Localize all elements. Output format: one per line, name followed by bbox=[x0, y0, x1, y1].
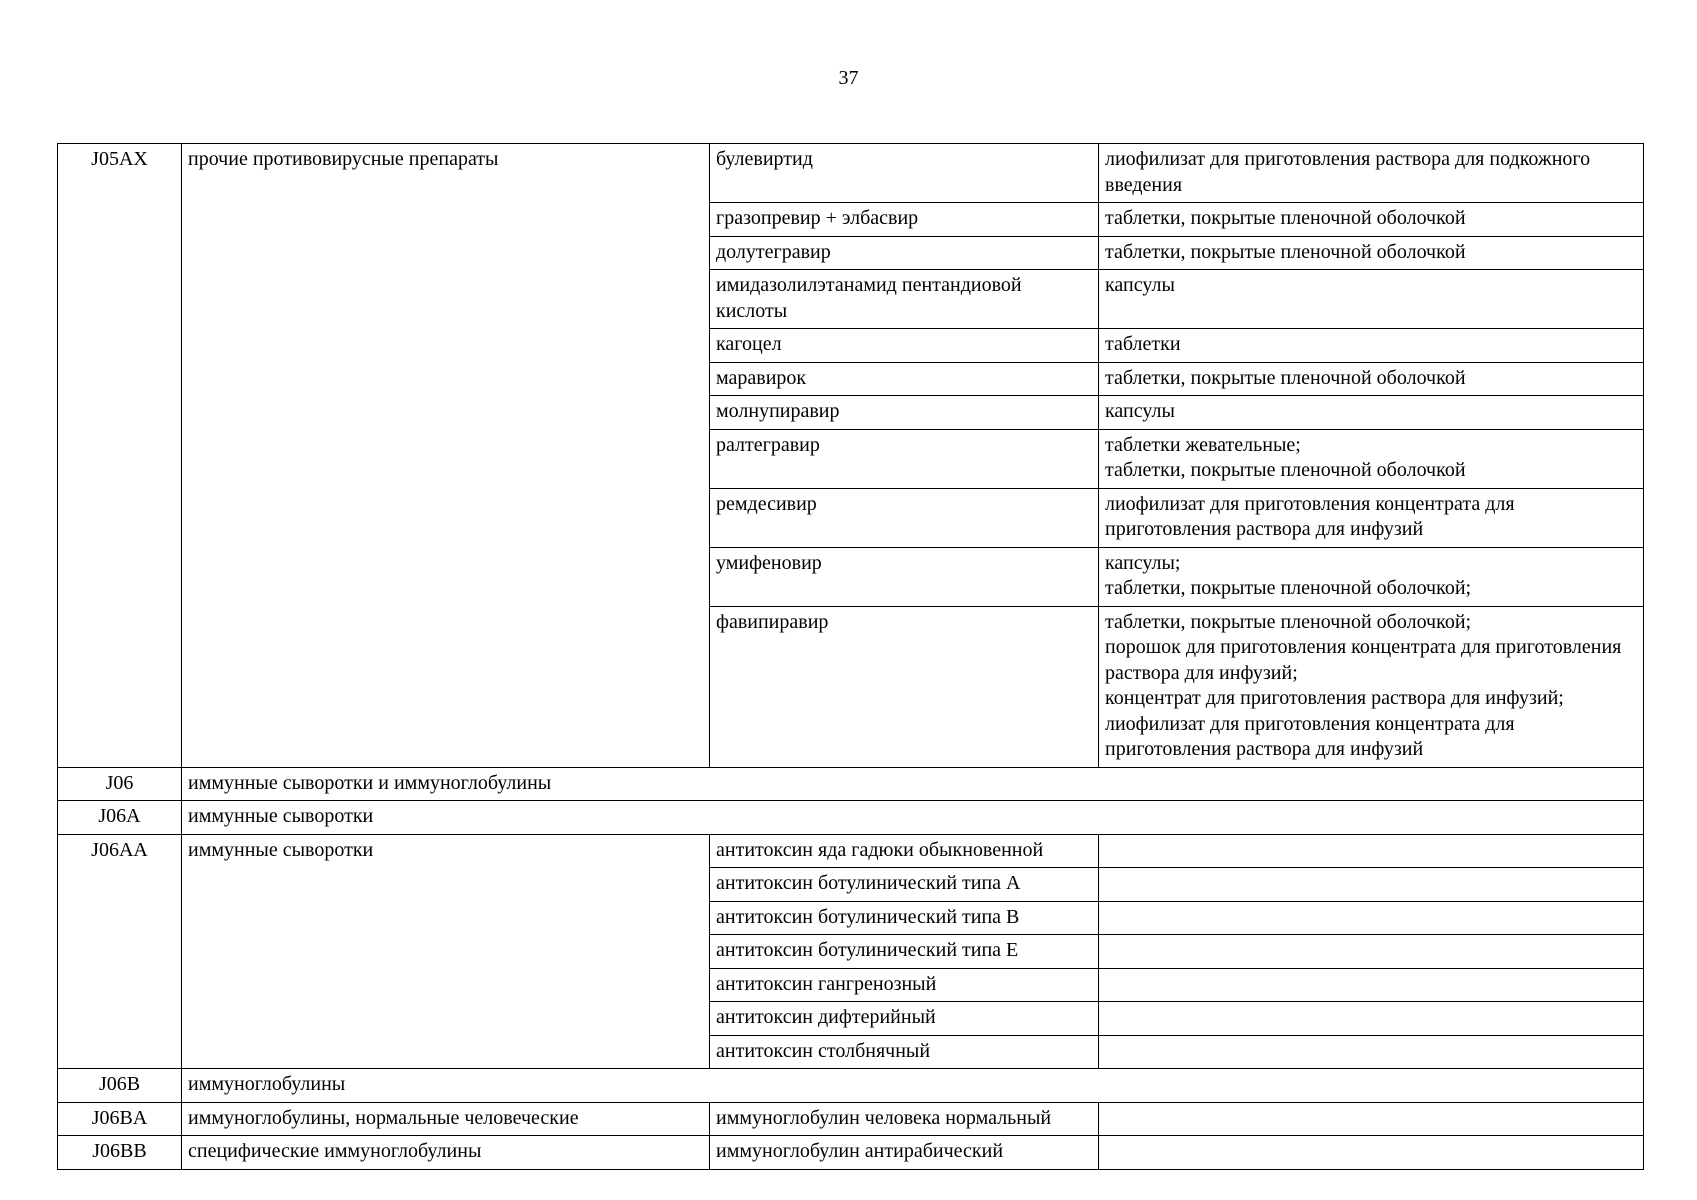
dosage-form-cell bbox=[1099, 236, 1644, 270]
dosage-form-line: порошок для приготовления концентрата для приготовления раствора для инфузий; bbox=[1105, 636, 1622, 684]
atc-group-cell: иммуноглобулины bbox=[182, 1069, 1644, 1103]
drug-name-cell: иммуноглобулин антирабический bbox=[710, 1136, 1099, 1170]
drug-name-cell: иммуноглобулин человека нормальный bbox=[710, 1102, 1099, 1136]
dosage-form-line: таблетки bbox=[1105, 333, 1181, 355]
dosage-form-line: таблетки, покрытые пленочной оболочкой bbox=[1105, 366, 1466, 389]
drug-name-cell: антитоксин ботулинический типа A bbox=[710, 868, 1099, 902]
dosage-form-cell bbox=[1099, 329, 1644, 363]
drug-name-cell: ралтегравир bbox=[710, 429, 1099, 488]
atc-code-cell: J06A bbox=[58, 801, 182, 835]
table-row bbox=[58, 1069, 1644, 1103]
atc-code-cell: J06 bbox=[58, 767, 182, 801]
dosage-form-line: лиофилизат для приготовления раствора для подкожного введения bbox=[1105, 148, 1591, 196]
dosage-form-cell bbox=[1099, 547, 1644, 606]
atc-group-cell: прочие противовирусные препараты bbox=[182, 144, 710, 768]
dosage-form-line: таблетки, покрытые пленочной оболочкой bbox=[1105, 240, 1466, 263]
dosage-form-cell bbox=[1099, 1035, 1644, 1069]
table-row bbox=[58, 1102, 1644, 1136]
atc-code-cell: J06BA bbox=[58, 1102, 182, 1136]
dosage-form-line: капсулы bbox=[1105, 274, 1175, 296]
dosage-form-line: таблетки, покрытые пленочной оболочкой bbox=[1105, 207, 1466, 229]
dosage-form-line: концентрат для приготовления раствора для инфузий; bbox=[1105, 687, 1564, 709]
drug-name-cell: имидазолилэтанамид пентандиовой кислоты bbox=[710, 270, 1099, 329]
dosage-form-cell bbox=[1099, 1102, 1644, 1136]
drug-name-cell: гразопревир + элбасвир bbox=[710, 203, 1099, 237]
atc-group-cell: иммунные сыворотки bbox=[182, 834, 710, 1069]
dosage-form-cell bbox=[1099, 203, 1644, 237]
dosage-form-line: таблетки, покрытые пленочной оболочкой bbox=[1105, 459, 1466, 481]
dosage-form-line: таблетки, покрытые пленочной оболочкой; bbox=[1105, 577, 1472, 599]
dosage-form-cell bbox=[1099, 396, 1644, 430]
dosage-form-line: лиофилизат для приготовления концентрата для приготовления раствора для инфузий bbox=[1105, 492, 1515, 540]
table-row bbox=[58, 767, 1644, 801]
drug-name-cell: булевиртид bbox=[710, 144, 1099, 203]
dosage-form-line: таблетки, покрытые пленочной оболочкой; bbox=[1105, 610, 1472, 633]
atc-group-cell: специфические иммуноглобулины bbox=[182, 1136, 710, 1170]
table-row bbox=[58, 144, 1644, 203]
drug-name-cell: кагоцел bbox=[710, 329, 1099, 363]
dosage-form-cell bbox=[1099, 488, 1644, 547]
dosage-form-line: капсулы bbox=[1105, 400, 1175, 422]
dosage-form-cell bbox=[1099, 270, 1644, 329]
dosage-form-line: таблетки жевательные; bbox=[1105, 433, 1301, 456]
atc-code-cell: J05AX bbox=[58, 144, 182, 768]
drug-name-cell: ремдесивир bbox=[710, 488, 1099, 547]
atc-code-cell: J06BB bbox=[58, 1136, 182, 1170]
drug-name-cell: антитоксин яда гадюки обыкновенной bbox=[710, 834, 1099, 868]
dosage-form-cell bbox=[1099, 1002, 1644, 1036]
atc-group-cell: иммунные сыворотки и иммуноглобулины bbox=[182, 767, 1644, 801]
atc-group-cell: иммунные сыворотки bbox=[182, 801, 1644, 835]
dosage-form-cell bbox=[1099, 1136, 1644, 1170]
drug-name-cell: антитоксин столбнячный bbox=[710, 1035, 1099, 1069]
table-row bbox=[58, 801, 1644, 835]
atc-code-cell: J06B bbox=[58, 1069, 182, 1103]
dosage-form-line: лиофилизат для приготовления концентрата для приготовления раствора для инфузий bbox=[1105, 712, 1515, 760]
atc-code-cell: J06AA bbox=[58, 834, 182, 1069]
table-row bbox=[58, 834, 1644, 868]
drug-name-cell: антитоксин гангренозный bbox=[710, 968, 1099, 1002]
dosage-form-cell bbox=[1099, 901, 1644, 935]
drug-name-cell: антитоксин ботулинический типа B bbox=[710, 901, 1099, 935]
drug-name-cell: антитоксин ботулинический типа E bbox=[710, 935, 1099, 969]
dosage-form-cell bbox=[1099, 868, 1644, 902]
dosage-form-cell bbox=[1099, 606, 1644, 767]
dosage-form-cell bbox=[1099, 144, 1644, 203]
drug-table bbox=[57, 143, 1644, 1170]
drug-name-cell: умифеновир bbox=[710, 547, 1099, 606]
table-body bbox=[58, 144, 1644, 1170]
dosage-form-line: капсулы; bbox=[1105, 551, 1181, 574]
drug-name-cell: долутегравир bbox=[710, 236, 1099, 270]
drug-name-cell: молнупиравир bbox=[710, 396, 1099, 430]
table-row bbox=[58, 1136, 1644, 1170]
atc-group-cell: иммуноглобулины, нормальные человеческие bbox=[182, 1102, 710, 1136]
dosage-form-cell bbox=[1099, 429, 1644, 488]
dosage-form-cell bbox=[1099, 834, 1644, 868]
dosage-form-cell bbox=[1099, 362, 1644, 396]
drug-name-cell: антитоксин дифтерийный bbox=[710, 1002, 1099, 1036]
dosage-form-cell bbox=[1099, 968, 1644, 1002]
drug-name-cell: маравирок bbox=[710, 362, 1099, 396]
drug-name-cell: фавипиравир bbox=[710, 606, 1099, 767]
dosage-form-cell bbox=[1099, 935, 1644, 969]
page-number: 37 bbox=[838, 67, 859, 89]
